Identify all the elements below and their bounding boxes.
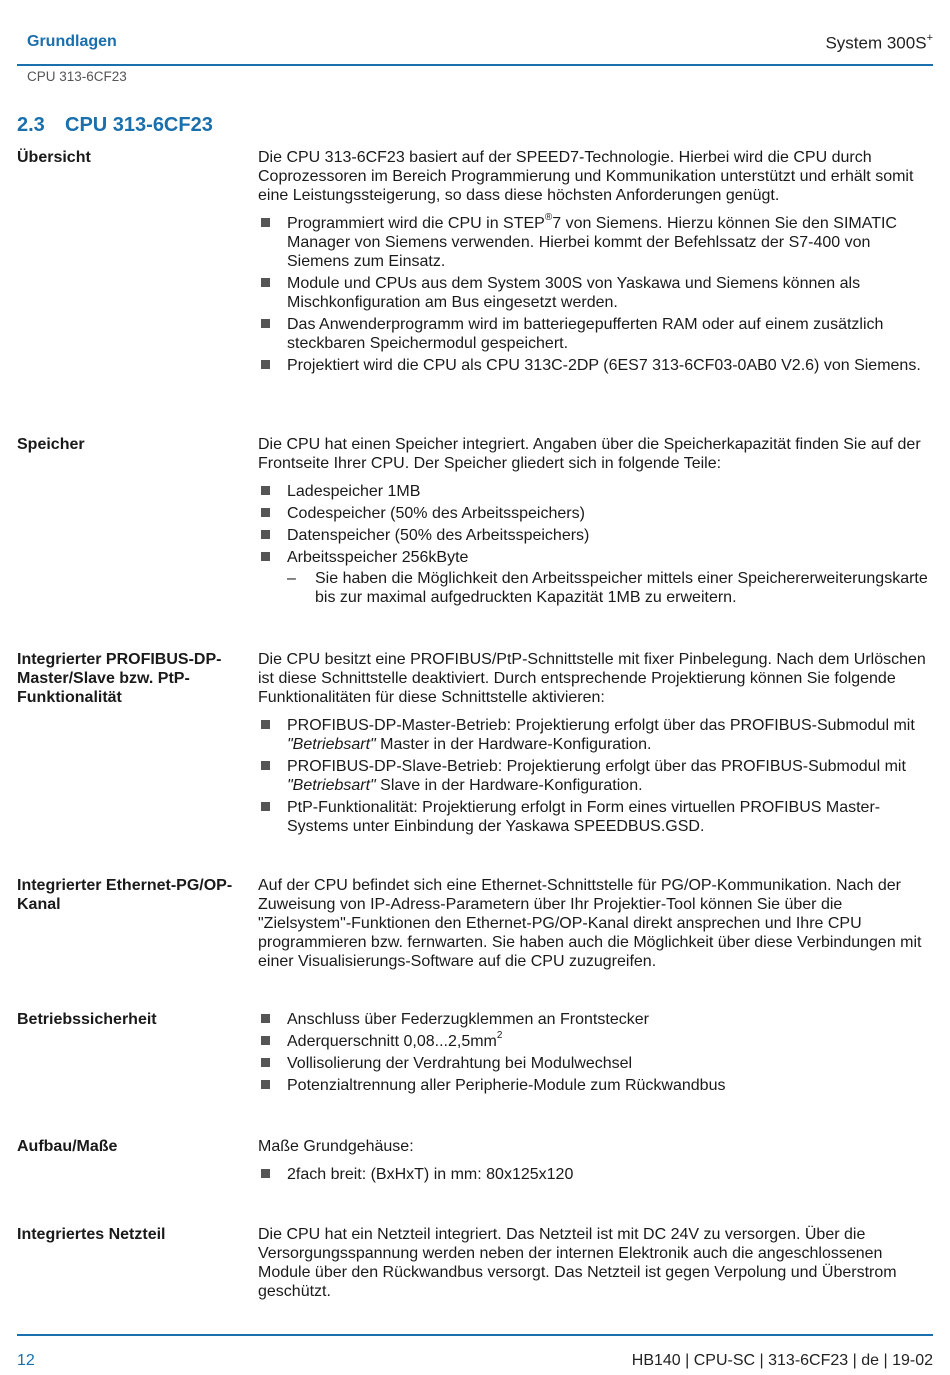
section-intro: Die CPU besitzt eine PROFIBUS/PtP-Schnittstelle mit fixer Pinbelegung. Nach dem Urlöschen ist diese Schnittstelle deaktiviert. Durch entsprechende Projektierung können Sie folgende Funktionalitäten für diese Schnittstelle aktivieren:	[258, 651, 926, 706]
superscript: 2	[496, 1029, 503, 1041]
list-item-text: Module und CPUs aus dem System 300S von Yaskawa und Siemens können als Mischkonfiguration am Bus eingesetzt werden.	[287, 275, 861, 311]
list-item	[258, 716, 933, 754]
square-bullet-icon	[261, 530, 270, 539]
section-intro: Die CPU hat einen Speicher integriert. Angaben über die Speicherkapazität finden Sie auf der Frontseite Ihrer CPU. Der Speicher gliedert sich in folgende Teile:	[258, 436, 921, 472]
list-item	[258, 548, 933, 607]
list-item-text: Master in der Hardware-Konfiguration.	[375, 736, 652, 753]
list-item-text: Projektiert wird die CPU als CPU 313C-2DP (6ES7 313-6CF03-0AB0 V2.6) von Siemens.	[287, 357, 921, 374]
list-item	[258, 757, 933, 795]
list-item-text: 7 von Siemens. Hierzu können Sie den SIMATIC Manager von Siemens verwenden. Hierbei kommt der Befehlssatz der S7-400 von Siemens zum Einsatz.	[287, 215, 897, 270]
section-body	[258, 1225, 933, 1310]
section-intro: Die CPU hat ein Netzteil integriert. Das Netzteil ist mit DC 24V zu versorgen. Über die Versorgungsspannung werden neben der internen Elektronik auch die angeschlossenen Module über den Rückwandbus versorgt. Das Netzteil ist gegen Verpolung und Überstrom geschützt.	[258, 1226, 897, 1300]
square-bullet-icon	[261, 360, 270, 369]
list-item	[258, 1029, 933, 1051]
page-number: 12	[17, 1352, 35, 1369]
section-label: Speicher	[17, 436, 85, 453]
square-bullet-icon	[261, 1058, 270, 1067]
square-bullet-icon	[261, 218, 270, 227]
list-item-emphasis: "Betriebsart"	[287, 777, 376, 794]
list-item	[258, 504, 933, 523]
list-item-text: PtP-Funktionalität: Projektierung erfolgt in Form eines virtuellen PROFIBUS Master-Systems unter Einbindung der Yaskawa SPEEDBUS.GSD.	[287, 799, 881, 835]
list-item-text: Slave in der Hardware-Konfiguration.	[375, 777, 643, 794]
square-bullet-icon	[261, 1169, 270, 1178]
square-bullet-icon	[261, 552, 270, 561]
square-bullet-icon	[261, 508, 270, 517]
list-item	[258, 356, 933, 375]
header-product-sup: +	[926, 32, 933, 44]
title-text: CPU 313-6CF23	[65, 114, 213, 136]
section-intro: Die CPU 313-6CF23 basiert auf der SPEED7-Technologie. Hierbei wird die CPU durch Coprozessoren im Bereich Programmierung und Kommunikation unterstützt und erhält somit eine Leistungssteigerung, so dass diese höchsten Anforderungen genügt.	[258, 149, 914, 204]
square-bullet-icon	[261, 761, 270, 770]
section-body	[258, 148, 933, 378]
footer-divider	[17, 1334, 933, 1336]
section-label: Betriebssicherheit	[17, 1011, 157, 1028]
square-bullet-icon	[261, 802, 270, 811]
list-item	[258, 1010, 933, 1029]
list-item	[258, 798, 933, 836]
list-item-text: Programmiert wird die CPU in STEP	[287, 215, 545, 232]
list-item	[258, 526, 933, 545]
list-item-text: 2fach breit: (BxHxT) in mm: 80x125x120	[287, 1166, 574, 1183]
list-item	[258, 274, 933, 312]
list-item-text: PROFIBUS-DP-Master-Betrieb: Projektierung erfolgt über das PROFIBUS-Submodul mit	[287, 717, 915, 734]
header-product-text: System 300S	[825, 33, 927, 53]
list-item-text: Anschluss über Federzugklemmen an Frontstecker	[287, 1011, 649, 1028]
square-bullet-icon	[261, 720, 270, 729]
square-bullet-icon	[261, 1080, 270, 1089]
list-item-text: Ladespeicher 1MB	[287, 483, 421, 500]
list-item-text: Das Anwenderprogramm wird im batteriegepufferten RAM oder auf einem zusätzlich steckbaren Speichermodul gespeichert.	[287, 316, 884, 352]
header-section-name: Grundlagen	[27, 33, 117, 50]
list-item	[258, 482, 933, 501]
section-label: Übersicht	[17, 149, 91, 166]
section-label: Aufbau/Maße	[17, 1138, 118, 1155]
dash-icon: –	[287, 570, 296, 587]
section-body	[258, 650, 933, 839]
list-item	[258, 1076, 933, 1095]
square-bullet-icon	[261, 486, 270, 495]
list-item	[258, 1165, 933, 1184]
dash-item	[287, 569, 933, 607]
section-label: Integriertes Netzteil	[17, 1226, 166, 1243]
square-bullet-icon	[261, 1014, 270, 1023]
list-item	[258, 211, 933, 271]
square-bullet-icon	[261, 1036, 270, 1045]
list-item-text: Aderquerschnitt 0,08...2,5mm	[287, 1033, 497, 1050]
bullet-list	[258, 211, 933, 375]
section-label: Integrierter PROFIBUS-DP-Master/Slave bzw. PtP-Funktionalität	[17, 651, 222, 706]
dash-item-text: Sie haben die Möglichkeit den Arbeitsspeicher mittels einer Speichererweiterungskarte bis zur maximal aufgedruckten Kapazität 1MB zu erweitern.	[315, 570, 928, 606]
section-body	[258, 1137, 933, 1187]
section-intro: Maße Grundgehäuse:	[258, 1138, 414, 1155]
dash-list	[287, 569, 933, 607]
section-label: Integrierter Ethernet-PG/OP-Kanal	[17, 877, 233, 913]
list-item-text: Vollisolierung der Verdrahtung bei Modulwechsel	[287, 1055, 633, 1072]
section-body	[258, 1010, 933, 1098]
header-divider	[17, 64, 933, 66]
footer-doc-info: HB140 | CPU-SC | 313-6CF23 | de | 19-02	[631, 1352, 933, 1369]
section-body	[258, 435, 933, 610]
registered-mark: ®	[544, 211, 553, 223]
bullet-list	[258, 1165, 933, 1184]
section-body	[258, 876, 933, 980]
bullet-list	[258, 716, 933, 836]
list-item-text: Potenzialtrennung aller Peripherie-Module zum Rückwandbus	[287, 1077, 726, 1094]
section-intro: Auf der CPU befindet sich eine Ethernet-Schnittstelle für PG/OP-Kommunikation. Nach der Zuweisung von IP-Adress-Parametern über Ihr Projektier-Tool können Sie über die "Zielsystem"-Funktionen den Ethernet-PG/OP-Kanal direkt ansprechen und Ihre CPU programmieren bzw. fernwarten. Sie haben auch die Möglichkeit über diese Verbindungen mit einer Visualisierungs-Software auf die CPU zuzugreifen.	[258, 877, 922, 970]
list-item-text: Datenspeicher (50% des Arbeitsspeichers)	[287, 527, 590, 544]
page-title	[17, 114, 213, 137]
list-item-text: PROFIBUS-DP-Slave-Betrieb: Projektierung erfolgt über das PROFIBUS-Submodul mit	[287, 758, 906, 775]
square-bullet-icon	[261, 319, 270, 328]
square-bullet-icon	[261, 278, 270, 287]
list-item	[258, 1054, 933, 1073]
list-item-text: Codespeicher (50% des Arbeitsspeichers)	[287, 505, 585, 522]
header-subtitle: CPU 313-6CF23	[27, 69, 127, 84]
list-item-emphasis: "Betriebsart"	[287, 736, 376, 753]
header-product	[825, 33, 933, 54]
bullet-list	[258, 1010, 933, 1095]
bullet-list	[258, 482, 933, 607]
title-number: 2.3	[17, 114, 45, 136]
list-item	[258, 315, 933, 353]
list-item-text: Arbeitsspeicher 256kByte	[287, 549, 469, 566]
